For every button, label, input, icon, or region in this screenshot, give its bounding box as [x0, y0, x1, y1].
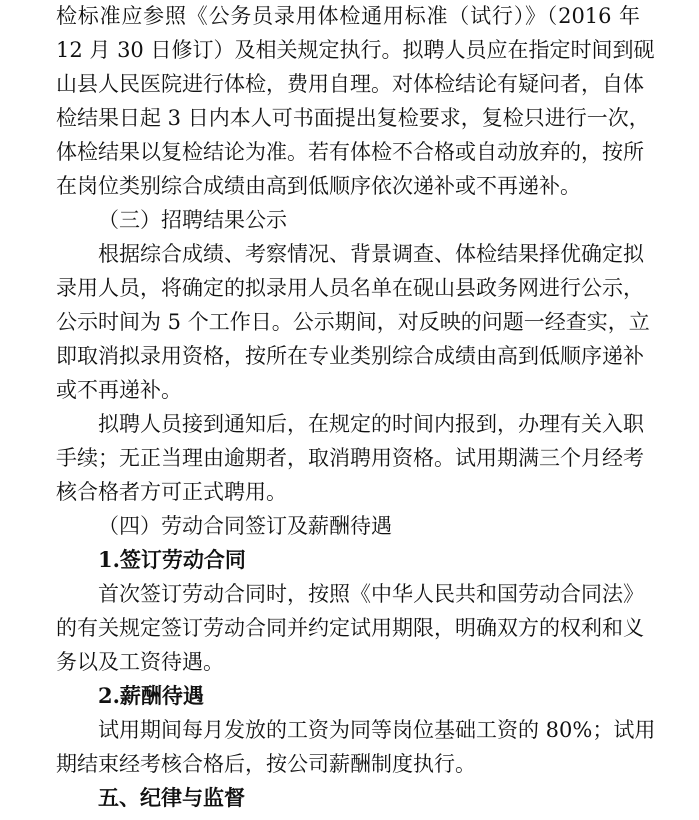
paragraph-line: 核合格者方可正式聘用。 — [56, 480, 287, 504]
paragraph-line: 检标准应参照《公务员录用体检通用标准（试行）》（2016 年 — [56, 4, 640, 28]
paragraph-line: 在岗位类别综合成绩由高到低顺序依次递补或不再递补。 — [56, 174, 581, 198]
paragraph-line: 公示时间为 5 个工作日。公示期间，对反映的问题一经查实，立 — [56, 310, 650, 334]
section-heading: （四）劳动合同签订及薪酬待遇 — [98, 514, 392, 538]
paragraph-line: 的有关规定签订劳动合同并约定试用期限，明确双方的权利和义 — [56, 616, 644, 640]
section-heading: （三）招聘结果公示 — [98, 208, 287, 232]
paragraph-line: 录用人员，将确定的拟录用人员名单在砚山县政务网进行公示， — [56, 276, 644, 300]
paragraph-line: 体检结果以复检结论为准。若有体检不合格或自动放弃的，按所 — [56, 140, 644, 164]
paragraph-line: 拟聘人员接到通知后，在规定的时间内报到，办理有关入职 — [98, 412, 644, 436]
paragraph-line: 手续；无正当理由逾期者，取消聘用资格。试用期满三个月经考 — [56, 446, 644, 470]
subsection-heading: 2.薪酬待遇 — [98, 683, 204, 708]
paragraph-line: 期结束经考核合格后，按公司薪酬制度执行。 — [56, 752, 476, 776]
paragraph-line: 根据综合成绩、考察情况、背景调查、体检结果择优确定拟 — [98, 242, 644, 266]
paragraph-line: 12 月 30 日修订）及相关规定执行。拟聘人员应在指定时间到砚 — [56, 38, 655, 62]
paragraph-line: 山县人民医院进行体检，费用自理。对体检结论有疑问者，自体 — [56, 72, 644, 96]
paragraph-line: 试用期间每月发放的工资为同等岗位基础工资的 80%；试用 — [98, 718, 656, 742]
chapter-heading: 五、纪律与监督 — [98, 785, 245, 810]
paragraph-line: 或不再递补。 — [56, 378, 182, 402]
paragraph-line: 务以及工资待遇。 — [56, 650, 224, 674]
paragraph-line: 首次签订劳动合同时，按照《中华人民共和国劳动合同法》 — [98, 582, 644, 606]
paragraph-line: 即取消拟录用资格，按所在专业类别综合成绩由高到低顺序递补 — [56, 344, 644, 368]
subsection-heading: 1.签订劳动合同 — [98, 547, 246, 572]
paragraph-line: 检结果日起 3 日内本人可书面提出复检要求，复检只进行一次， — [56, 106, 650, 130]
